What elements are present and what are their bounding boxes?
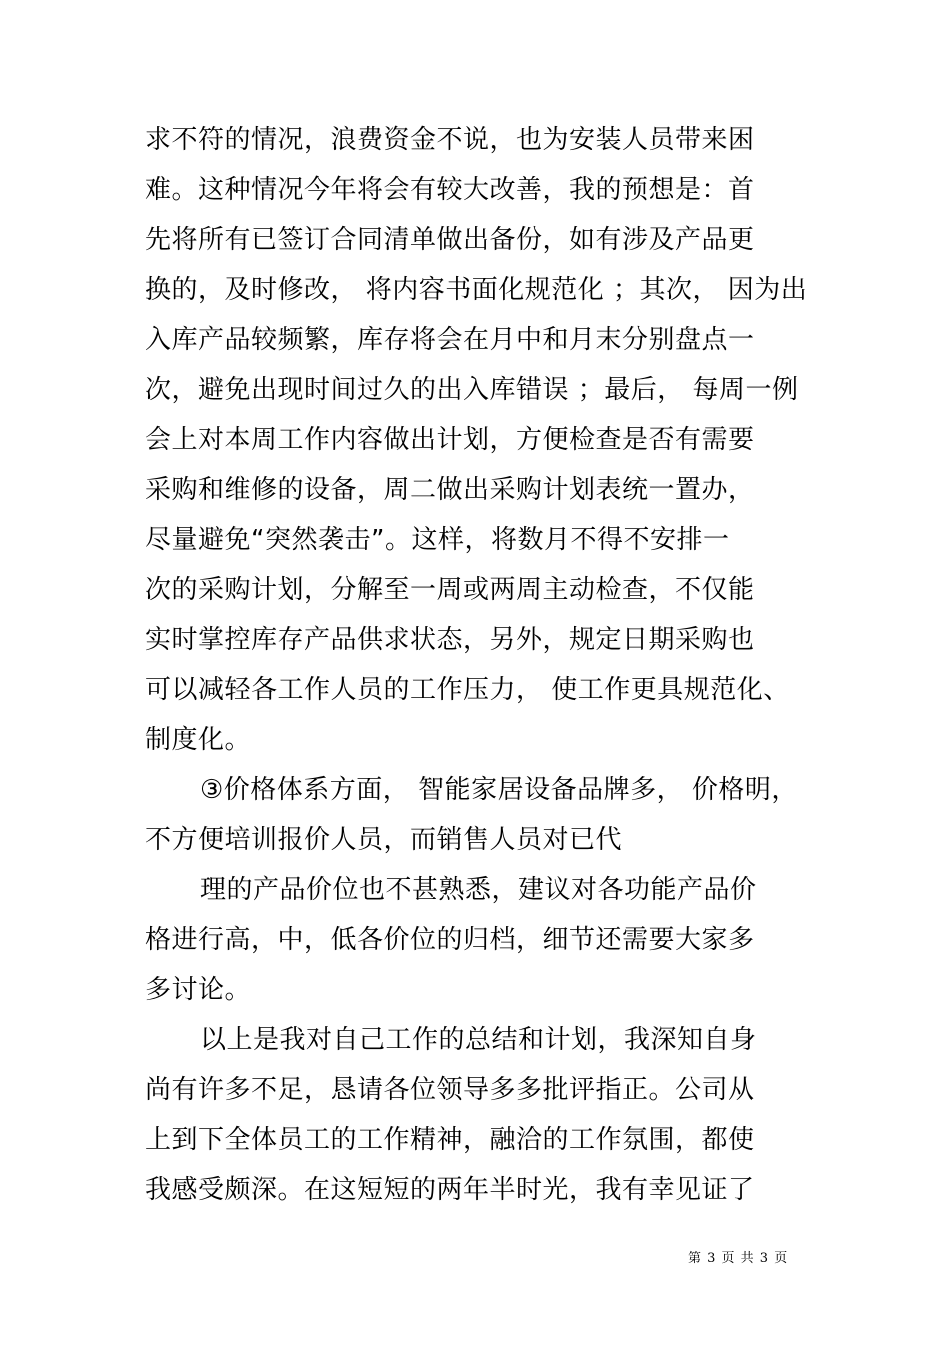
text-line: 采购和维修的设备，周二做出采购计划表统一置办， xyxy=(145,475,755,505)
text-line: 先将所有已签订合同清单做出备份，如有涉及产品更 xyxy=(145,225,755,255)
text-line: 可以减轻各工作人员的工作压力， 使工作更具规范化、 xyxy=(145,675,790,705)
text-line: 多讨论。 xyxy=(145,975,252,1005)
text-line: 不方便培训报价人员，而销售人员对已代 xyxy=(145,825,623,855)
text-line: 以上是我对自己工作的总结和计划，我深知自身 xyxy=(200,1025,757,1055)
text-line: 求不符的情况，浪费资金不说，也为安装人员带来困 xyxy=(145,125,755,155)
text-line: 尽量避免“突然袭击”。这样，将数月不得不安排一 xyxy=(145,525,730,555)
text-line: ③价格体系方面， 智能家居设备品牌多， 价格明， xyxy=(200,775,798,805)
text-line: 次的采购计划，分解至一周或两周主动检查，不仅能 xyxy=(145,575,755,605)
page-number-footer: 第 3 页 共 3 页 xyxy=(688,1251,789,1266)
text-line: 理的产品价位也不甚熟悉，建议对各功能产品价 xyxy=(200,875,757,905)
text-line: 难。这种情况今年将会有较大改善，我的预想是：首 xyxy=(145,175,755,205)
text-line: 格进行高，中，低各价位的归档，细节还需要大家多 xyxy=(145,925,755,955)
text-line: 次，避免出现时间过久的出入库错误 ；最后， 每周一例 xyxy=(145,375,799,405)
text-line: 上到下全体员工的工作精神，融洽的工作氛围，都使 xyxy=(145,1125,755,1155)
text-line: 实时掌控库存产品供求状态，另外，规定日期采购也 xyxy=(145,625,755,655)
text-line: 会上对本周工作内容做出计划，方便检查是否有需要 xyxy=(145,425,755,455)
text-line: 尚有许多不足，恳请各位领导多多批评指正。公司从 xyxy=(145,1075,755,1105)
text-line: 我感受颇深。在这短短的两年半时光，我有幸见证了 xyxy=(145,1175,755,1205)
text-line: 入库产品较频繁，库存将会在月中和月末分别盘点一 xyxy=(145,325,755,355)
text-line: 制度化。 xyxy=(145,725,252,755)
text-line: 换的，及时修改， 将内容书面化规范化 ；其次， 因为出 xyxy=(145,275,808,305)
